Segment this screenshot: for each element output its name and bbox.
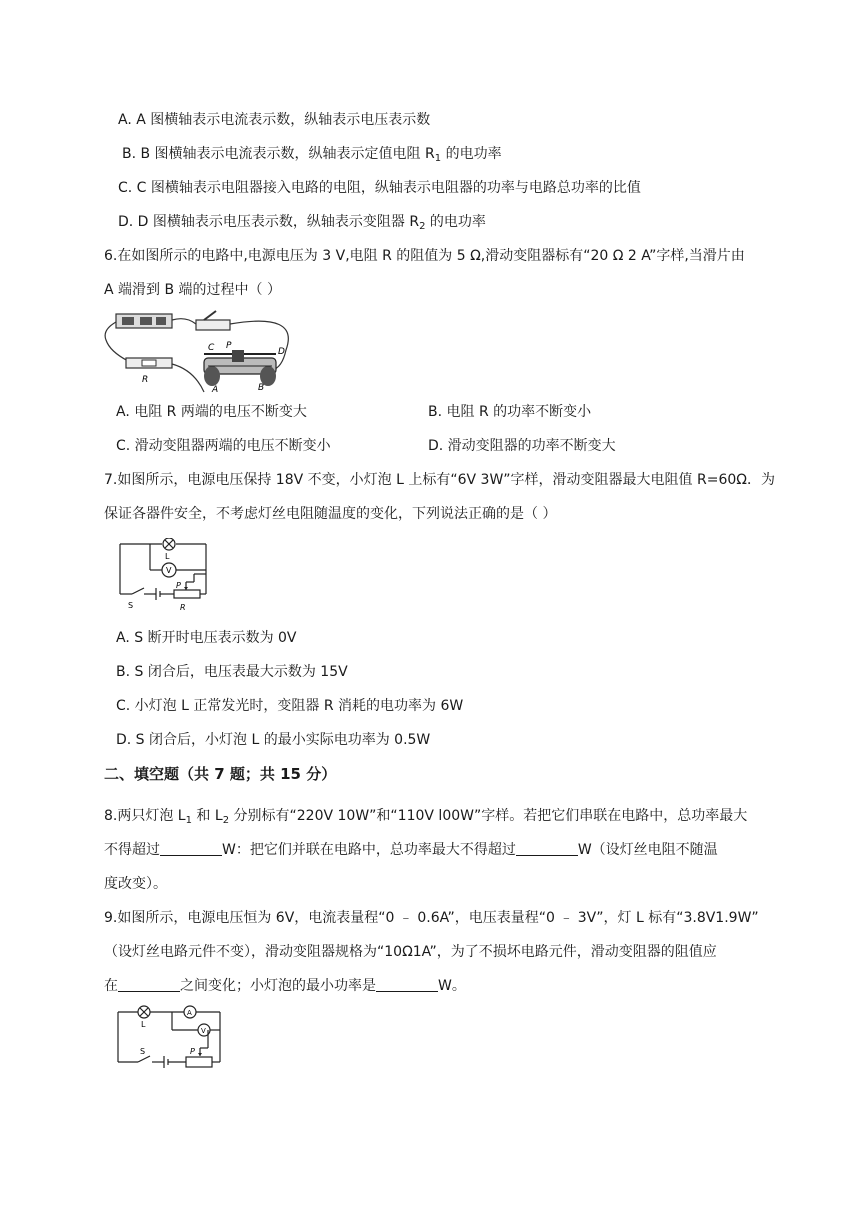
- q6-stem-line2: A 端滑到 B 端的过程中（ ）: [104, 282, 281, 298]
- q6-stem-line1: 6.在如图所示的电路中,电源电压为 3 V,电阻 R 的阻值为 5 Ω,滑动变阻器标有“20 Ω 2 A”字样,当滑片由: [104, 248, 745, 264]
- q9-label-l: L: [141, 1020, 146, 1029]
- q7-option-d: D. S 闭合后，小灯泡 L 的最小实际电功率为 0.5W: [116, 732, 431, 748]
- q7-circuit-figure: [114, 538, 214, 616]
- q7-option-b: B. S 闭合后，电压表最大示数为 15V: [116, 664, 348, 680]
- q9-blank-1[interactable]: [118, 977, 180, 992]
- q7-label-v: V: [166, 566, 172, 575]
- q8-line3: 度改变）。: [104, 876, 167, 892]
- q6-label-d: D: [278, 347, 285, 357]
- q7-option-a: A. S 断开时电压表示数为 0V: [116, 630, 297, 646]
- q8-line1: 8.两只灯泡 $L_1$ 和 $L_2$ 分别标有“220V 10W”和“110V l00W”字样。若把它们串联在电路中，总功率最大: [104, 808, 748, 826]
- q7-label-r: R: [180, 603, 186, 612]
- section-heading-fill-in: 二、填空题（共 7 题；共 15 分）: [104, 765, 337, 783]
- q5-option-a: A. A 图横轴表示电流表示数，纵轴表示电压表示数: [118, 112, 431, 128]
- q6-label-b: B: [258, 383, 265, 393]
- q7-label-l: L: [165, 552, 170, 561]
- q9-circuit-figure: [112, 1000, 224, 1072]
- q6-label-r: R: [142, 375, 149, 385]
- q5-option-c: C. C 图横轴表示电阻器接入电路的电阻，纵轴表示电阻器的功率与电路总功率的比值: [118, 180, 641, 196]
- q9-blank-2[interactable]: [376, 977, 438, 992]
- q9-label-a: A: [187, 1009, 192, 1017]
- q9-line3: 在 之间变化；小灯泡的最小功率是 W。: [104, 978, 466, 994]
- q9-line1: 9.如图所示，电源电压恒为 6V，电流表量程“0 ﹣ 0.6A”，电压表量程“0 ﹣ 3V”，灯 L 标有“3.8V1.9W”: [104, 910, 759, 926]
- q6-option-c: C. 滑动变阻器两端的电压不断变小: [116, 438, 331, 454]
- q6-label-p: P: [226, 341, 232, 351]
- q9-label-p: P: [190, 1047, 195, 1056]
- q7-label-p: P: [176, 581, 181, 590]
- q6-option-b: B. 电阻 R 的功率不断变小: [428, 404, 592, 420]
- q8-blank-2[interactable]: [516, 841, 578, 856]
- q6-label-c: C: [208, 343, 215, 353]
- q7-stem-line1: 7.如图所示，电源电压保持 18V 不变，小灯泡 L 上标有“6V 3W”字样，滑动变阻器最大电阻值 R=60Ω．为: [104, 472, 775, 488]
- q9-line2: （设灯丝电路元件不变），滑动变阻器规格为“10Ω1A”，为了不损坏电路元件，滑动变阻器的阻值应: [104, 944, 717, 960]
- q7-stem-line2: 保证各器件安全，不考虑灯丝电阻随温度的变化，下列说法正确的是（ ）: [104, 506, 557, 522]
- q6-option-a: A. 电阻 R 两端的电压不断变大: [116, 404, 307, 420]
- q8-blank-1[interactable]: [160, 841, 222, 856]
- q9-label-s: S: [140, 1047, 146, 1056]
- q7-label-s: S: [128, 601, 134, 610]
- q6-option-d: D. 滑动变阻器的功率不断变大: [428, 438, 616, 454]
- q9-label-v: V: [201, 1027, 206, 1035]
- q8-line2: 不得超过 W：把它们并联在电路中，总功率最大不得超过 W（设灯丝电阻不随温: [104, 842, 718, 858]
- q5-option-b: B. B 图横轴表示电流表示数，纵轴表示定值电阻 $R_1$ 的电功率: [122, 146, 502, 164]
- q5-option-d: D. D 图横轴表示电压表示数，纵轴表示变阻器 $R_2$ 的电功率: [118, 214, 486, 232]
- q7-option-c: C. 小灯泡 L 正常发光时，变阻器 R 消耗的电功率为 6W: [116, 698, 464, 714]
- q6-circuit-figure: [100, 310, 296, 396]
- q6-label-a: A: [212, 385, 219, 395]
